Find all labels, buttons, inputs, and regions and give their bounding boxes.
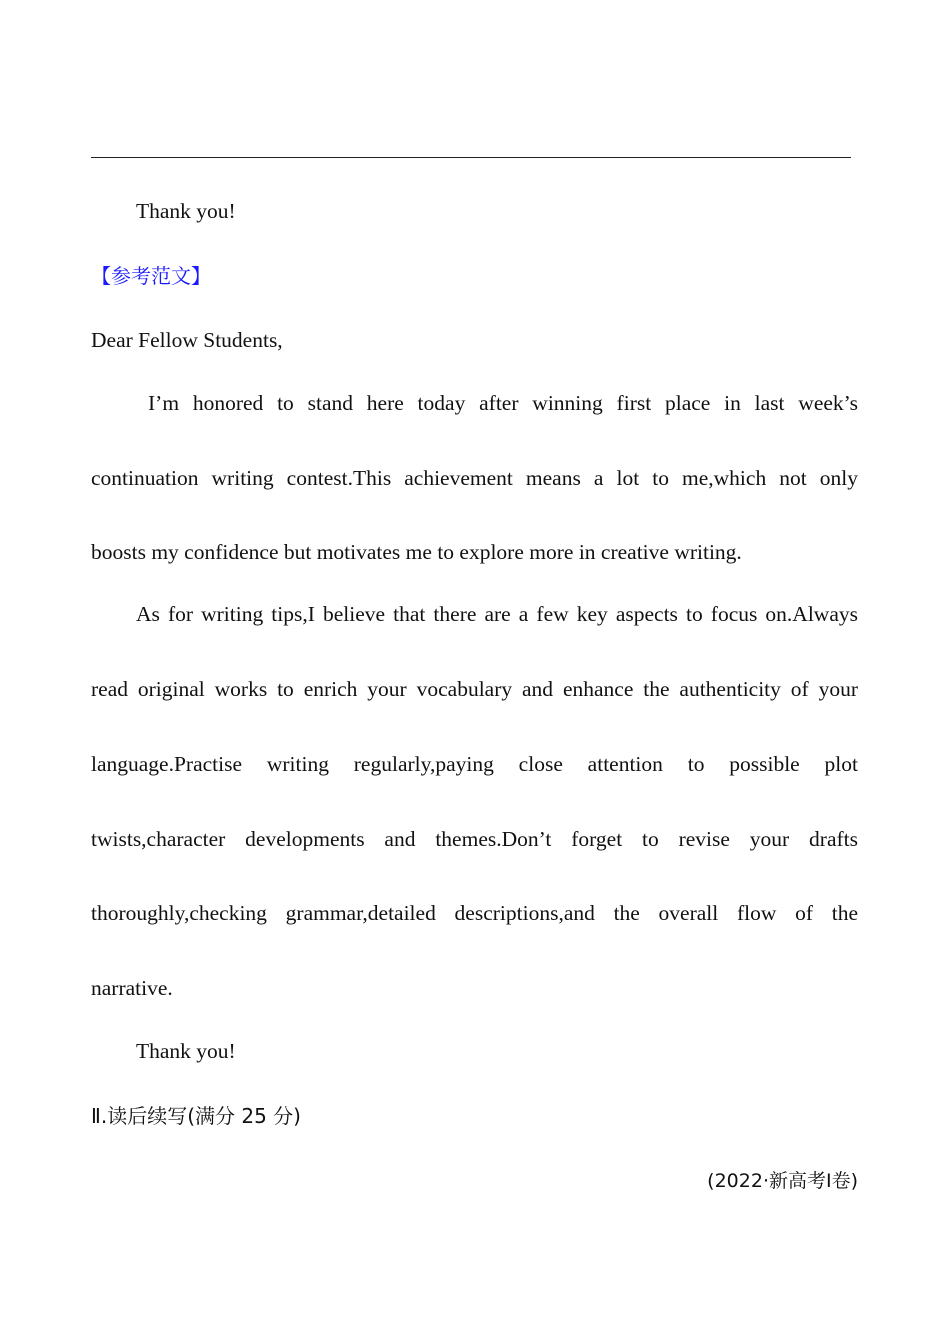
top-closing: Thank you! (136, 199, 236, 223)
para2-line: twists,character developments and themes.Don’t forget to revise your drafts (91, 827, 858, 851)
sample-essay-heading: 【参考范文】 (91, 264, 211, 288)
para2-line: read original works to enrich your vocabulary and enhance the authenticity of your (91, 677, 858, 701)
para2-line: As for writing tips,I believe that there are a few key aspects to focus on.Always (136, 602, 858, 626)
para2-line: thoroughly,checking grammar,detailed descriptions,and the overall flow of the (91, 901, 858, 925)
letter-closing: Thank you! (136, 1039, 236, 1063)
para1-line: boosts my confidence but motivates me to explore more in creative writing. (91, 540, 742, 564)
para2-line: narrative. (91, 976, 173, 1000)
para2-line: language.Practise writing regularly,paying close attention to possible plot (91, 752, 858, 776)
section-title: Ⅱ.读后续写(满分 25 分) (91, 1104, 301, 1128)
answer-blank-line (91, 157, 851, 158)
para1-line: continuation writing contest.This achievement means a lot to me,which not only (91, 466, 858, 490)
para1-line: I’m honored to stand here today after winning first place in last week’s (148, 391, 858, 415)
section-source: (2022·新高考Ⅰ卷) (707, 1170, 858, 1192)
letter-greeting: Dear Fellow Students, (91, 328, 283, 352)
